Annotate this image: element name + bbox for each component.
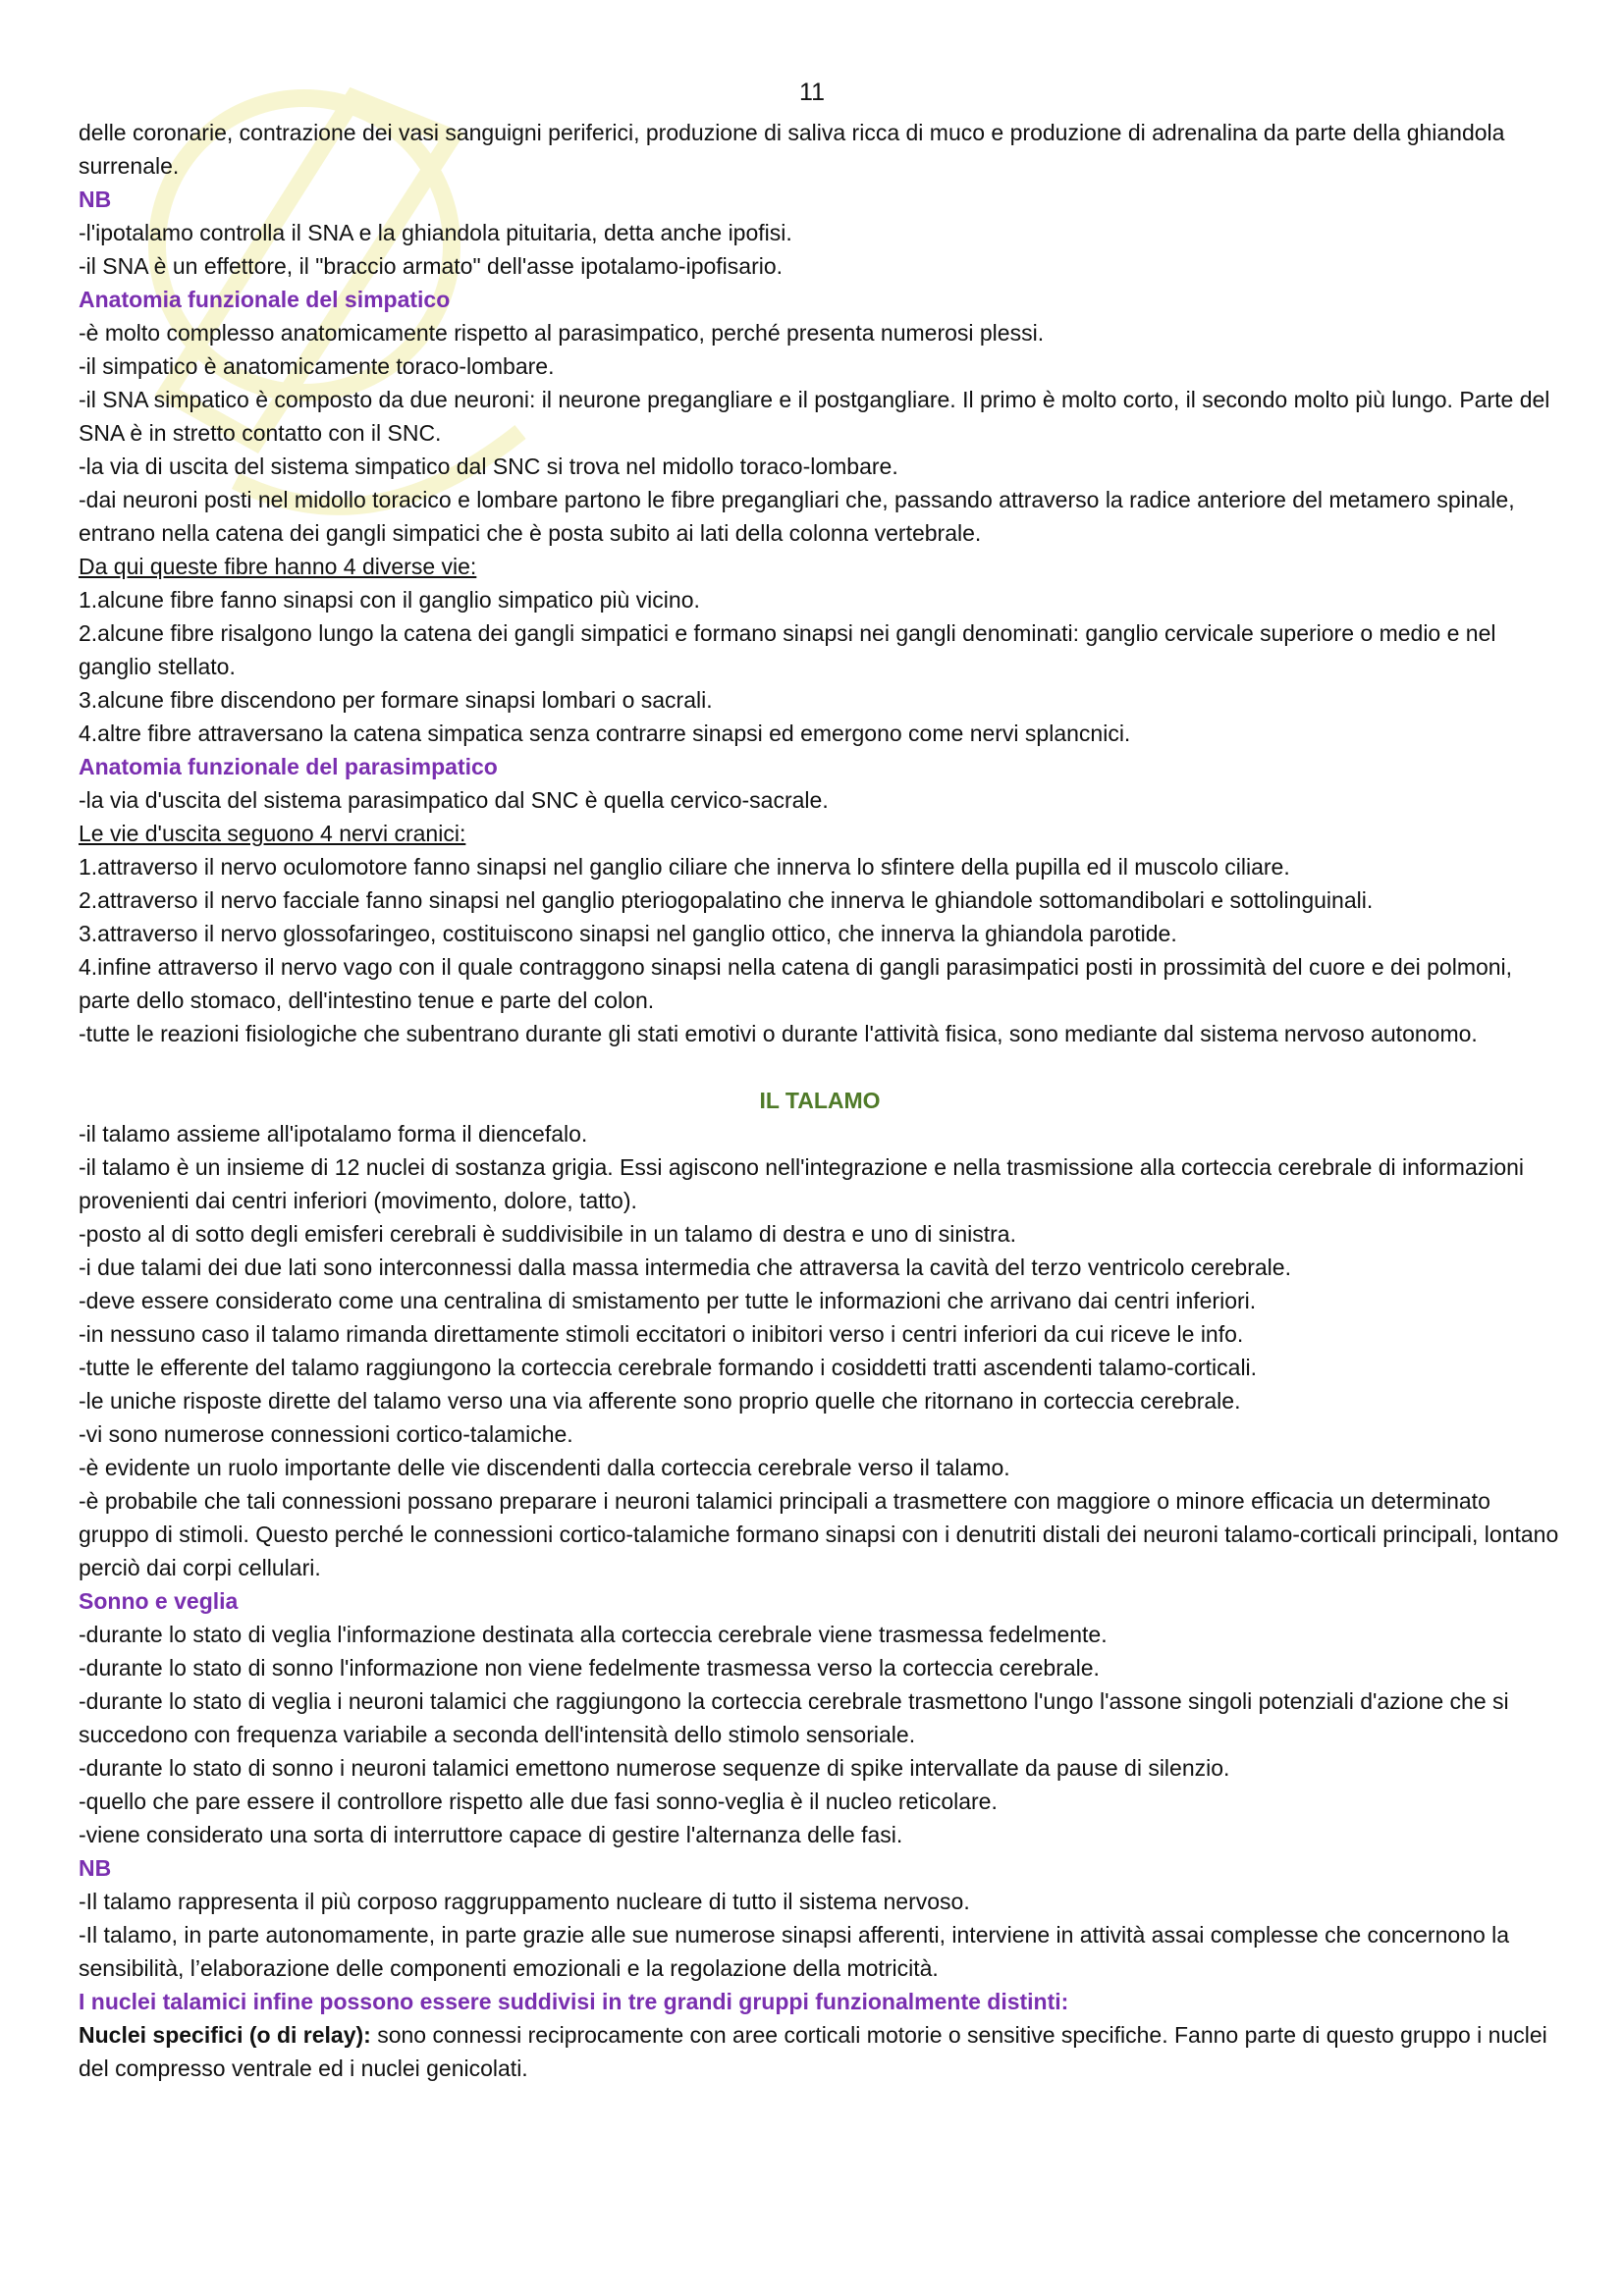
list-item: 4.infine attraverso il nervo vago con il quale contraggono sinapsi nella catena di gangli parasimpatici posti in prossimità del cuore e dei polmoni, parte dello stomaco, dell'intestino tenue e parte del colon. — [79, 954, 1513, 1013]
nb-line: -Il talamo rappresenta il più corposo raggruppamento nucleare di tutto il sistema nervoso. — [79, 1889, 970, 1914]
nuclei-term: Nuclei specifici (o di relay): — [79, 2022, 371, 2048]
text-line: -il talamo è un insieme di 12 nuclei di sostanza grigia. Essi agiscono nell'integrazione e nella trasmissione alla corteccia cerebrale di informazioni provenienti dai centri inferiori (movimento, dolore, tatto). — [79, 1154, 1525, 1213]
text-line: -durante lo stato di sonno i neuroni talamici emettono numerose sequenze di spike intervallate da pause di silenzio. — [79, 1755, 1230, 1781]
text-line: -il SNA simpatico è composto da due neuroni: il neurone pregangliare e il postgangliare. Il primo è molto corto, il secondo molto più lungo. Parte del SNA è in stretto contatto con il SNC. — [79, 387, 1550, 446]
section-heading-parasimpatico: Anatomia funzionale del parasimpatico — [79, 754, 498, 779]
nb-heading: NB — [79, 1855, 112, 1881]
paragraph: delle coronarie, contrazione dei vasi sanguigni periferici, produzione di saliva ricca di muco e produzione di adrenalina da parte della ghiandola surrenale. — [79, 120, 1505, 179]
list-item: 4.altre fibre attraversano la catena simpatica senza contrarre sinapsi ed emergono come nervi splancnici. — [79, 721, 1131, 746]
section-heading-sonno: Sonno e veglia — [79, 1588, 239, 1614]
nuclei-text: sono connessi reciprocamente con aree corticali motorie o sensitive specifiche. Fanno parte di questo gruppo i nuclei del compresso ventrale ed i nuclei genicolati. — [79, 2022, 1547, 2081]
text-line: -la via di uscita del sistema simpatico dal SNC si trova nel midollo toraco-lombare. — [79, 454, 898, 479]
chapter-title: IL TALAMO — [759, 1088, 881, 1113]
text-line: -tutte le efferente del talamo raggiungono la corteccia cerebrale formando i cosiddetti tratti ascendenti talamo-corticali. — [79, 1355, 1258, 1380]
text-line: -dai neuroni posti nel midollo toracico e lombare partono le fibre pregangliari che, passando attraverso la radice anteriore del metamero spinale, entrano nella catena dei gangli simpatici che è posta subito ai lati della colonna vertebrale. — [79, 487, 1515, 546]
nb-line: -l'ipotalamo controlla il SNA e la ghiandola pituitaria, detta anche ipofisi. — [79, 220, 792, 245]
list-item: 3.alcune fibre discendono per formare sinapsi lombari o sacrali. — [79, 687, 713, 713]
subheading: Le vie d'uscita seguono 4 nervi cranici: — [79, 821, 466, 846]
text-line: -è evidente un ruolo importante delle vie discendenti dalla corteccia cerebrale verso il talamo. — [79, 1455, 1010, 1480]
text-line: -il simpatico è anatomicamente toraco-lombare. — [79, 353, 555, 379]
section-heading-simpatico: Anatomia funzionale del simpatico — [79, 287, 451, 312]
text-line: -deve essere considerato come una centralina di smistamento per tutte le informazioni che arrivano dai centri inferiori. — [79, 1288, 1257, 1313]
list-item: -tutte le reazioni fisiologiche che subentrano durante gli stati emotivi o durante l'attività fisica, sono mediante dal sistema nervoso autonomo. — [79, 1021, 1478, 1046]
text-line: -vi sono numerose connessioni cortico-talamiche. — [79, 1421, 573, 1447]
text-line: -in nessuno caso il talamo rimanda direttamente stimoli eccitatori o inibitori verso i centri inferiori da cui riceve le info. — [79, 1321, 1244, 1347]
text-line: -posto al di sotto degli emisferi cerebrali è suddivisibile in un talamo di destra e uno di sinistra. — [79, 1221, 1016, 1247]
subheading: Da qui queste fibre hanno 4 diverse vie: — [79, 554, 477, 579]
text-line: -durante lo stato di veglia l'informazione destinata alla corteccia cerebrale viene trasmessa fedelmente. — [79, 1622, 1108, 1647]
nb-line: -Il talamo, in parte autonomamente, in parte grazie alle sue numerose sinapsi afferenti, interviene in attività assai complesse che concernono la sensibilità, l’elaborazione delle componenti emozionali e la regolazione della motricità. — [79, 1922, 1510, 1981]
text-line: -è probabile che tali connessioni possano preparare i neuroni talamici principali a trasmettere con maggiore o minore efficacia un determinato gruppo di stimoli. Questo perché le connessioni cortico-talamiche formano sinapsi con i denutriti distali dei neuroni talamo-corticali principali, lontano perciò dai corpi cellulari. — [79, 1488, 1559, 1580]
text-line: -quello che pare essere il controllore rispetto alle due fasi sonno-veglia è il nucleo reticolare. — [79, 1789, 998, 1814]
list-item: 2.attraverso il nervo facciale fanno sinapsi nel ganglio pteriogopalatino che innerva le ghiandole sottomandibolari e sottolinguinali. — [79, 887, 1374, 913]
text-line: -è molto complesso anatomicamente rispetto al parasimpatico, perché presenta numerosi plessi. — [79, 320, 1045, 346]
list-item: 2.alcune fibre risalgono lungo la catena dei gangli simpatici e formano sinapsi nei gangli denominati: ganglio cervicale superiore o medio e nel ganglio stellato. — [79, 620, 1496, 679]
nb-heading: NB — [79, 187, 112, 212]
document-body — [79, 116, 1561, 2085]
list-item: 3.attraverso il nervo glossofaringeo, costituiscono sinapsi nel ganglio ottico, che innerva la ghiandola parotide. — [79, 921, 1177, 946]
text-line: -le uniche risposte dirette del talamo verso una via afferente sono proprio quelle che ritornano in corteccia cerebrale. — [79, 1388, 1241, 1414]
text-line: -viene considerato una sorta di interruttore capace di gestire l'alternanza delle fasi. — [79, 1822, 903, 1847]
nb-line: -il SNA è un effettore, il "braccio armato" dell'asse ipotalamo-ipofisario. — [79, 253, 784, 279]
nuclei-paragraph — [79, 2018, 1561, 2085]
text-line: -durante lo stato di sonno l'informazione non viene fedelmente trasmessa verso la corteccia cerebrale. — [79, 1655, 1100, 1681]
list-item: 1.alcune fibre fanno sinapsi con il ganglio simpatico più vicino. — [79, 587, 700, 613]
page-number: 11 — [799, 79, 825, 106]
list-item: 1.attraverso il nervo oculomotore fanno sinapsi nel ganglio ciliare che innerva lo sfintere della pupilla ed il muscolo ciliare. — [79, 854, 1290, 880]
text-line: -durante lo stato di veglia i neuroni talamici che raggiungono la corteccia cerebrale trasmettono l'ungo l'assone singoli potenziali d'azione che si succedono con frequenza variabile a seconda dell'intensità dello stimolo sensoriale. — [79, 1688, 1509, 1747]
text-line: -i due talami dei due lati sono interconnessi dalla massa intermedia che attraversa la cavità del terzo ventricolo cerebrale. — [79, 1255, 1291, 1280]
text-line: -la via d'uscita del sistema parasimpatico dal SNC è quella cervico-sacrale. — [79, 787, 829, 813]
text-line: -il talamo assieme all'ipotalamo forma il diencefalo. — [79, 1121, 588, 1147]
nuclei-heading: I nuclei talamici infine possono essere suddivisi in tre grandi gruppi funzionalmente distinti: — [79, 1989, 1069, 2014]
